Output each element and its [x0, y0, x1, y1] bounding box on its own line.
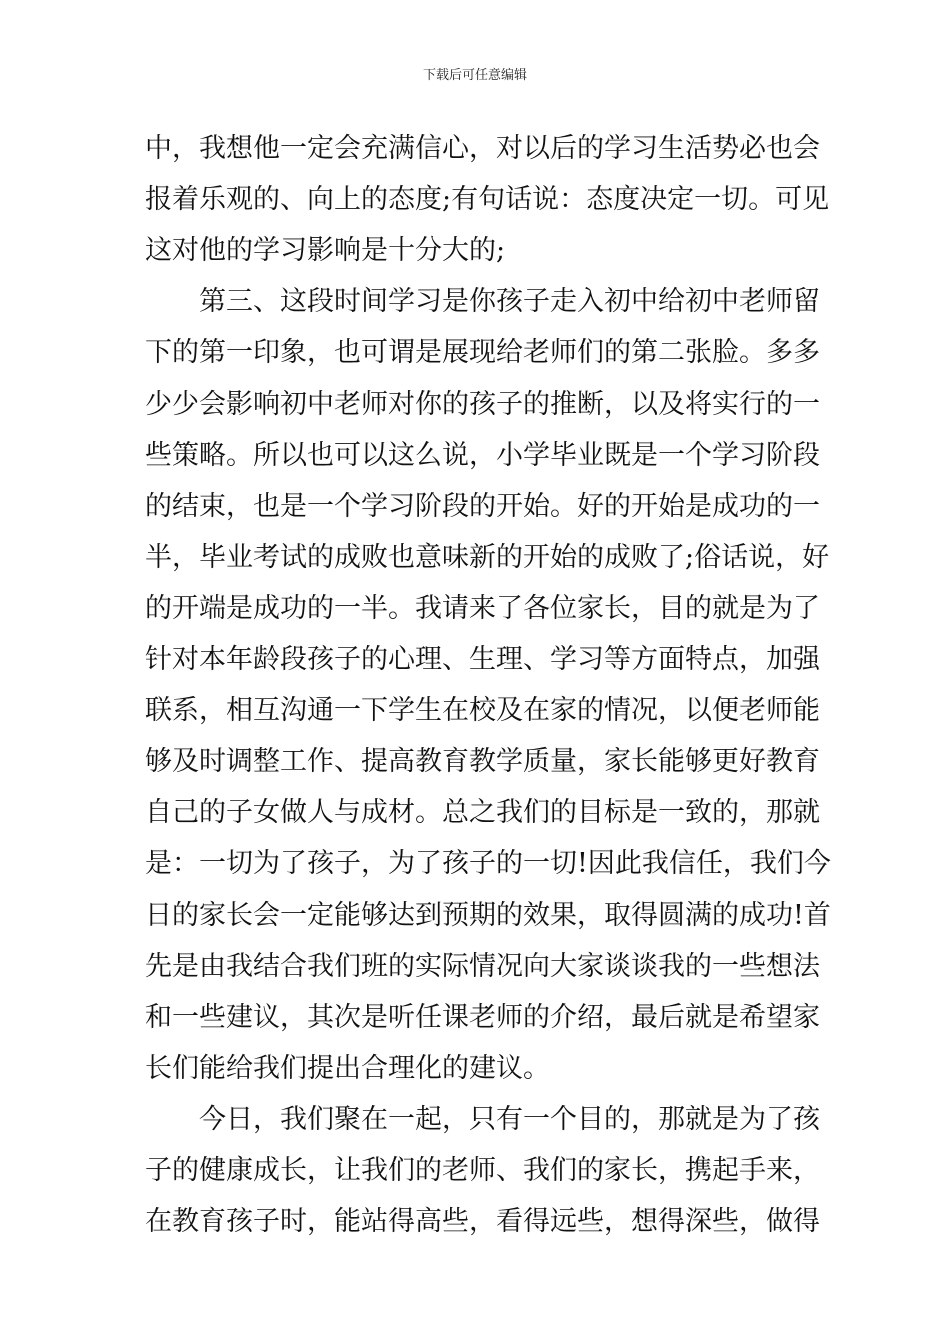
text-line: 今日，我们聚在一起，只有一个目的，那就是为了孩: [199, 1103, 820, 1135]
text-line: 下的第一印象，也可谓是展现给老师们的第二张脸。多多: [145, 337, 820, 369]
text-line: 报着乐观的、向上的态度;有句话说：态度决定一切。可见: [145, 184, 830, 216]
text-line: 些策略。所以也可以这么说，小学毕业既是一个学习阶段: [145, 439, 820, 471]
page-header: 下载后可任意编辑: [422, 68, 527, 83]
text-line: 长们能给我们提出合理化的建议。: [145, 1052, 550, 1084]
text-line: 够及时调整工作、提高教育教学质量，家长能够更好教育: [145, 746, 820, 778]
text-line: 的结束，也是一个学习阶段的开始。好的开始是成功的一: [145, 490, 820, 522]
text-line: 在教育孩子时，能站得高些，看得远些，想得深些，做得: [145, 1206, 820, 1238]
text-line: 的开端是成功的一半。我请来了各位家长，目的就是为了: [145, 592, 820, 624]
text-line: 是：一切为了孩子，为了孩子的一切!因此我信任，我们今: [145, 848, 831, 880]
text-line: 少少会影响初中老师对你的孩子的推断，以及将实行的一: [145, 388, 820, 420]
text-line: 联系，相互沟通一下学生在校及在家的情况，以便老师能: [145, 695, 820, 727]
text-line: 先是由我结合我们班的实际情况向大家谈谈我的一些想法: [145, 950, 820, 982]
text-line: 针对本年龄段孩子的心理、生理、学习等方面特点，加强: [145, 644, 820, 675]
text-line: 日的家长会一定能够达到预期的效果，取得圆满的成功!首: [145, 899, 831, 931]
text-line: 子的健康成长，让我们的老师、我们的家长，携起手来，: [145, 1155, 820, 1186]
text-line: 和一些建议，其次是听任课老师的介绍，最后就是希望家: [145, 1001, 820, 1033]
text-line: 第三、这段时间学习是你孩子走入初中给初中老师留: [199, 286, 820, 318]
text-line: 中，我想他一定会充满信心，对以后的学习生活势必也会: [145, 133, 820, 164]
text-line: 这对他的学习影响是十分大的;: [145, 235, 506, 267]
text-line: 半，毕业考试的成败也意味新的开始的成败了;俗话说，好: [145, 541, 830, 573]
text-line: 自己的子女做人与成材。总之我们的目标是一致的，那就: [145, 797, 820, 829]
